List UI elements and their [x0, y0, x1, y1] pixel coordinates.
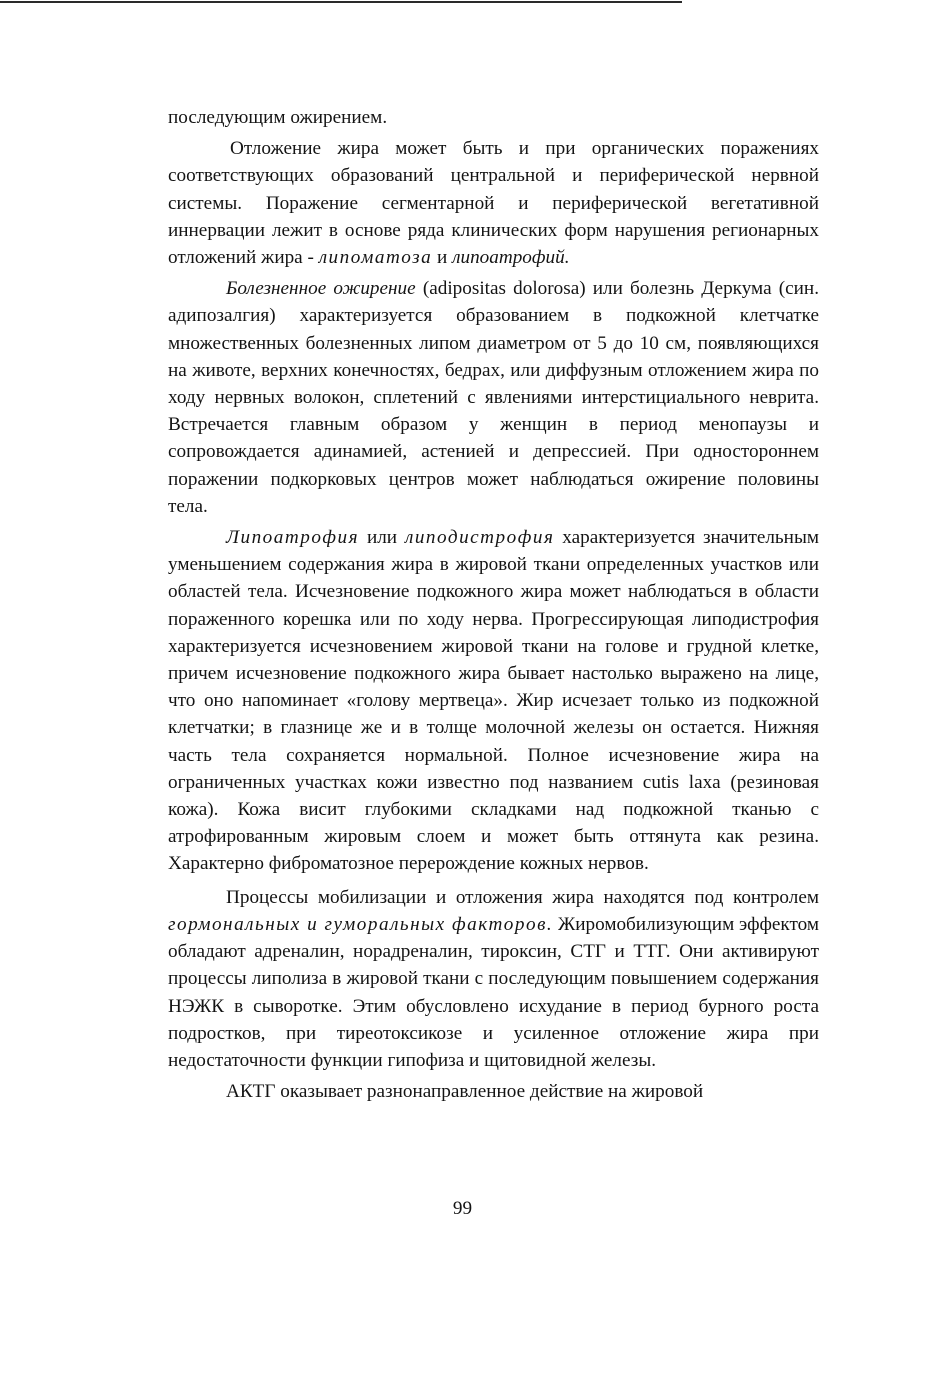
page-number: 99 [452, 1198, 473, 1219]
paragraph-text: Жиромобилизующим эффектом обладают адреналин, норадреналин, тироксин, СТГ и ТТГ. Они активируют процессы липолиза в жировой ткани с последующим повышением содержания НЭЖК в сыворотке. Этим обусловлено исхудание в период бурного роста подростков, при тиреотоксикозе и усиленное отложение жира при недостаточности функции гипофиза и щитовидной железы. [168, 913, 819, 1071]
paragraph-mobilization [168, 884, 819, 1074]
top-scan-line [0, 1, 682, 3]
term-lipomatosis: липоматоза [318, 247, 433, 269]
page-body [168, 104, 819, 1105]
paragraph-text: (adipositas dolorosa) или болезнь Деркума (син. адипозалгия) характеризуется образованием в подкожной клетчатке множественных болезненных липом диаметром от 5 до 10 см, появляющихся на животе, верхних конечностях, бедрах, или диффузным отложением жира по ходу нервных волокон, сплетений с явлениями интерстициального неврита. Встречается главным образом у женщин в период менопаузы и сопровождается адинамией, астенией и депрессией. При одностороннем поражении подкорковых центров может наблюдаться ожирение половины тела. [168, 278, 819, 517]
paragraph-continuation [168, 104, 819, 131]
paragraph-text: последующим ожирением. [168, 107, 388, 128]
paragraph-text: и [432, 247, 453, 269]
paragraph-text: характеризуется значительным уменьшением содержания жира в жировой ткани определенных участков или областей тела. Исчезновение подкожного жира может наблюдаться в области пораженного корешка или по ходу нерва. Прогрессирующая липодистрофия характеризуется исчезновением жировой ткани на голове и грудной клетке, причем исчезновение подкожного жира бывает настолько выражено на лице, что оно напоминает «голову мертвеца». Жир исчезает только из подкожной клетчатки; в глазнице же и в толще молочной железы он остается. Нижняя часть тела сохраняется нормальной. Полное исчезновение жира на ограниченных участках кожи известно под названием cutis laxa (резиновая кожа). Кожа висит глубокими складками над подкожной тканью с атрофированным жировым слоем и может быть оттянута как резина. Характерно фиброматозное перерождение кожных нервов. [168, 527, 819, 875]
paragraph-fat-deposition [168, 135, 819, 271]
paragraph-acth [168, 1078, 819, 1105]
paragraph-dercum-disease [168, 275, 819, 520]
term-lipoatrophy: Липоатрофия [226, 527, 360, 549]
paragraph-text: Отложение жира может быть и при органических поражениях соответствующих образований центральной и периферической нервной системы. Поражение сегментарной и периферической вегетативной иннервации лежит в основе ряда клинических форм нарушения регионарных отложений жира - [168, 138, 819, 269]
term-lipoatrophy: липоатрофий. [452, 247, 570, 269]
term-lipodystrophy: липодистрофия [404, 527, 555, 549]
paragraph-text: АКТГ оказывает разнонаправленное действие на жировой [226, 1081, 704, 1103]
paragraph-text: или [359, 527, 405, 549]
term-hormonal-factors: гормональных и гуморальных факторов. [168, 913, 554, 935]
paragraph-text: Процессы мобилизации и отложения жира находятся под контролем [226, 886, 819, 908]
paragraph-lipoatrophy [168, 524, 819, 878]
term-painful-obesity: Болезненное ожирение [226, 278, 416, 300]
